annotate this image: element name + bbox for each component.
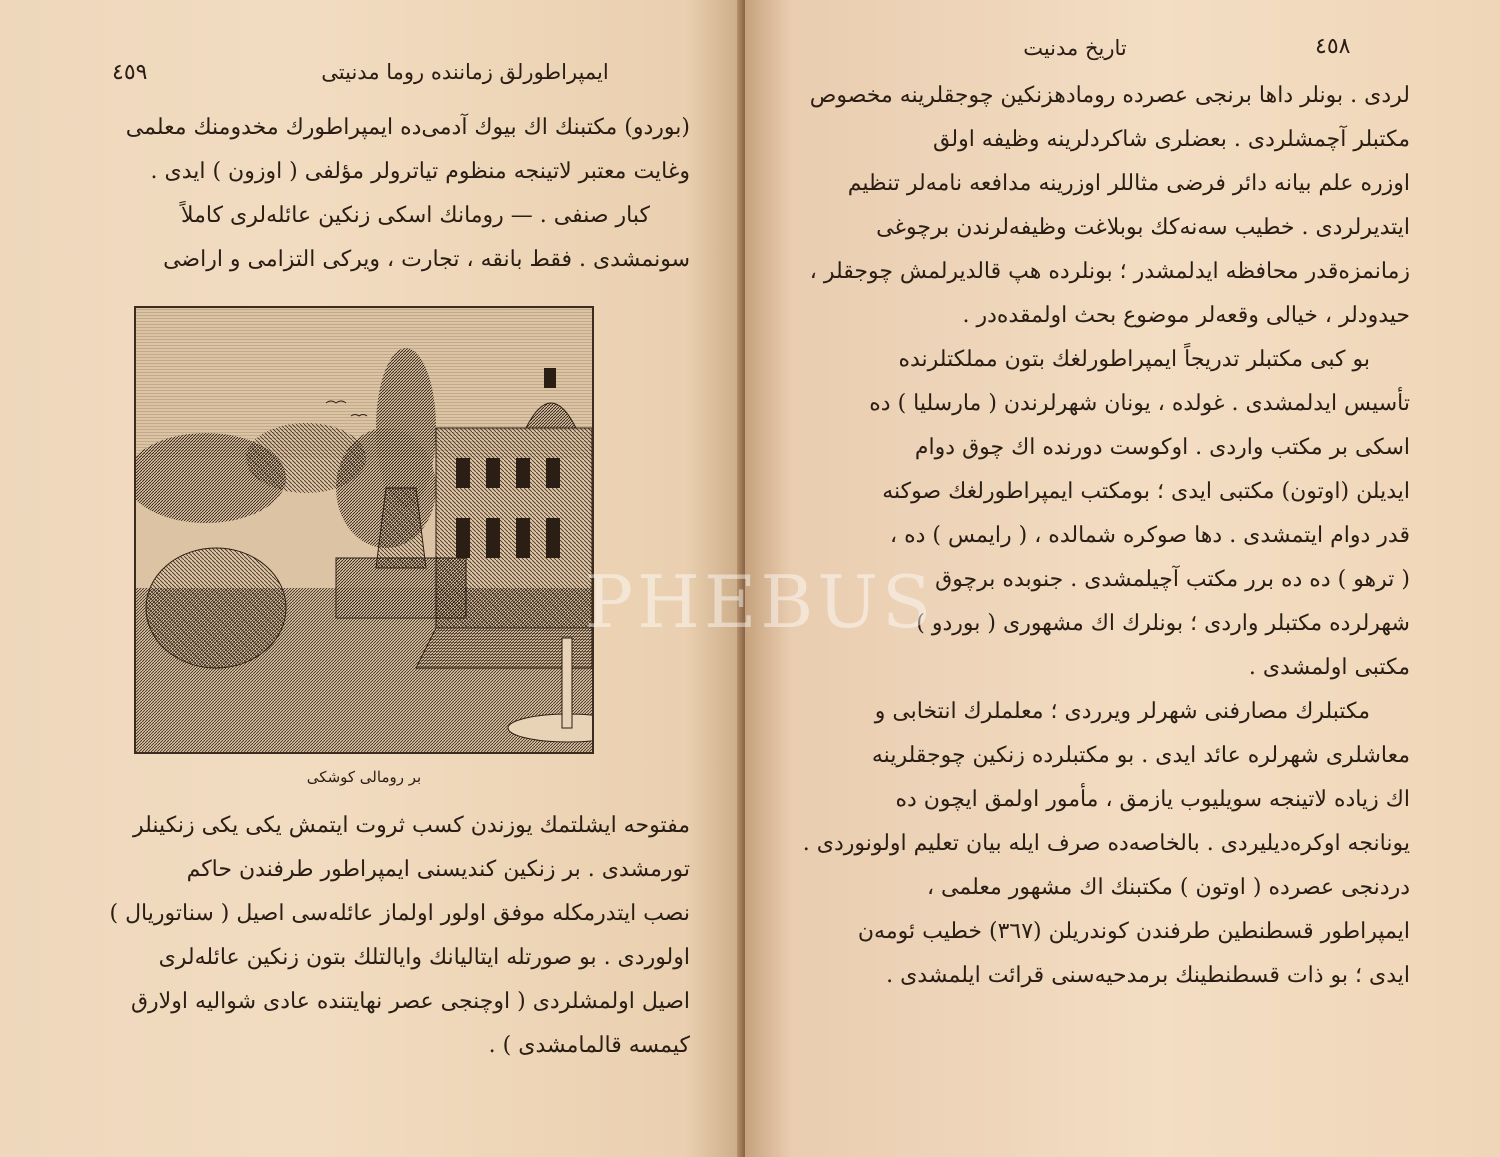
text-line: مكتبلرك مصارفنی شهرلر ويرردی ؛ معلملرك انتخابی و <box>874 699 1370 724</box>
text-line: اسكی بر مكتب واردی . اوكوست دورنده اك چوق دوام <box>914 435 1410 460</box>
text-line: زمانمزه‌قدر محافظه ايدلمشدر ؛ بونلرده هپ قالديرلمش چوجقلر ، <box>809 259 1410 284</box>
text-line: ايديلن (اوتون) مكتبی ايدی ؛ بومكتب ايمپراطورلغك صوكنه <box>882 479 1410 504</box>
text-line: يونانجه اوكره‌ديليردی . بالخاصه‌ده صرف ايله بيان تعليم اولونوردی . <box>802 831 1410 856</box>
text-line: مفتوحه ايشلتمك يوزندن كسب ثروت ايتمش يكی يكی زنكينلر <box>133 813 690 838</box>
text-line: مكتبی اولمشدی . <box>1248 655 1410 680</box>
text-line: ايدی ؛ بو ذات قسطنطينك برمدحيه‌سنی قرائت ايلمشدی . <box>886 963 1410 988</box>
text-line: تأسيس ايدلمشدی . غولده ، يونان شهرلرندن ( مارسليا ) ده <box>869 391 1410 416</box>
text-line: وغايت معتبر لاتينجه منظوم تياترولر مؤلفی ( اوزون ) ايدی . <box>150 159 690 184</box>
text-line: بو كبی مكتبلر تدريجاً ايمپراطورلغك بتون مملكتلرنده <box>898 347 1370 372</box>
text-line: ايمپراطور قسطنطين طرفندن كوندريلن (٣٦٧) خطيب ئومەن <box>857 919 1410 944</box>
watermark: PHEBUS <box>584 560 936 644</box>
text-line: دردنجی عصرده ( اوتون ) مكتبنك اك مشهور معلمی ، <box>926 875 1410 900</box>
text-line: اوزره علم بيانه دائر فرضی مثاللر اوزرينه مدافعه نامه‌لر تنظيم <box>847 171 1410 196</box>
text-line: معاشلری شهرلره عائد ايدی . بو مكتبلرده زنكين چوجقلرينه <box>871 743 1410 768</box>
left-page-number: ٤٥٩ <box>112 60 148 85</box>
text-line: سونمشدی . فقط بانقه ، تجارت ، ويركی التزامی و اراضی <box>163 247 690 272</box>
engraving-illustration <box>134 306 594 754</box>
right-page-header: تاريخ مدنيت <box>1023 36 1127 60</box>
right-text <box>795 74 1410 998</box>
text-line: لردی . بونلر داها برنجی عصرده رومادهزنكين چوجقلرينه مخصوص <box>809 83 1410 108</box>
text-line: اولوردی . بو صورتله ايتاليانك وايالتلك بتون زنكين عائله‌لری <box>158 945 690 970</box>
text-line: (بوردو) مكتبنك اك بيوك آدمی‌ده ايمپراطورك مخدومنك معلمی <box>125 115 690 140</box>
text-line: كيمسه قالمامشدی ) . <box>488 1033 690 1058</box>
roman-villa-engraving <box>136 308 592 752</box>
text-line: مكتبلر آچمشلردی . بعضلری شاكردلرينه وظيفه اولق <box>933 127 1410 152</box>
text-line: ( ترهو ) ده ده برر مكتب آچيلمشدی . جنوبده برچوق <box>935 567 1410 592</box>
text-line: كبار صنفی . — رومانك اسكی زنكين عائله‌لری كاملاً <box>180 203 650 228</box>
text-line: نصب ايتدرمكله موفق اولور اولماز عائله‌سی اصيل ( سناتوريال ) <box>109 901 690 926</box>
text-line: اصيل اولمشلردی ( اوچنجی عصر نهايتنده عادی شواليه اولارق <box>130 989 690 1014</box>
text-line: اك زياده لاتينجه سويليوب يازمق ، مأمور اولمق ايچون ده <box>895 787 1410 812</box>
text-line: حيدودلر ، خيالی وقعه‌لر موضوع بحث اولمقده‌در . <box>962 303 1410 328</box>
left-text-top <box>80 106 690 282</box>
left-page-header: ايمپراطورلق زماننده روما مدنيتی <box>321 60 609 84</box>
figure-caption: بر رومالی كوشكی <box>306 768 422 786</box>
left-text-bottom <box>80 804 690 1068</box>
text-line: شهرلرده مكتبلر واردی ؛ بونلرك اك مشهوری ( بوردو ) <box>916 611 1410 636</box>
text-line: ايتديرلردی . خطيب سه‌نه‌كك بوبلاغت وظيفه‌لرندن برچوغی <box>876 215 1410 240</box>
text-line: قدر دوام ايتمشدی . دها صوكره شمالده ، ( رايمس ) ده ، <box>890 523 1410 548</box>
right-page-number: ٤٥٨ <box>1315 34 1351 59</box>
text-line: تورمشدی . بر زنكين كنديسنی ايمپراطور طرفندن حاكم <box>186 857 690 882</box>
